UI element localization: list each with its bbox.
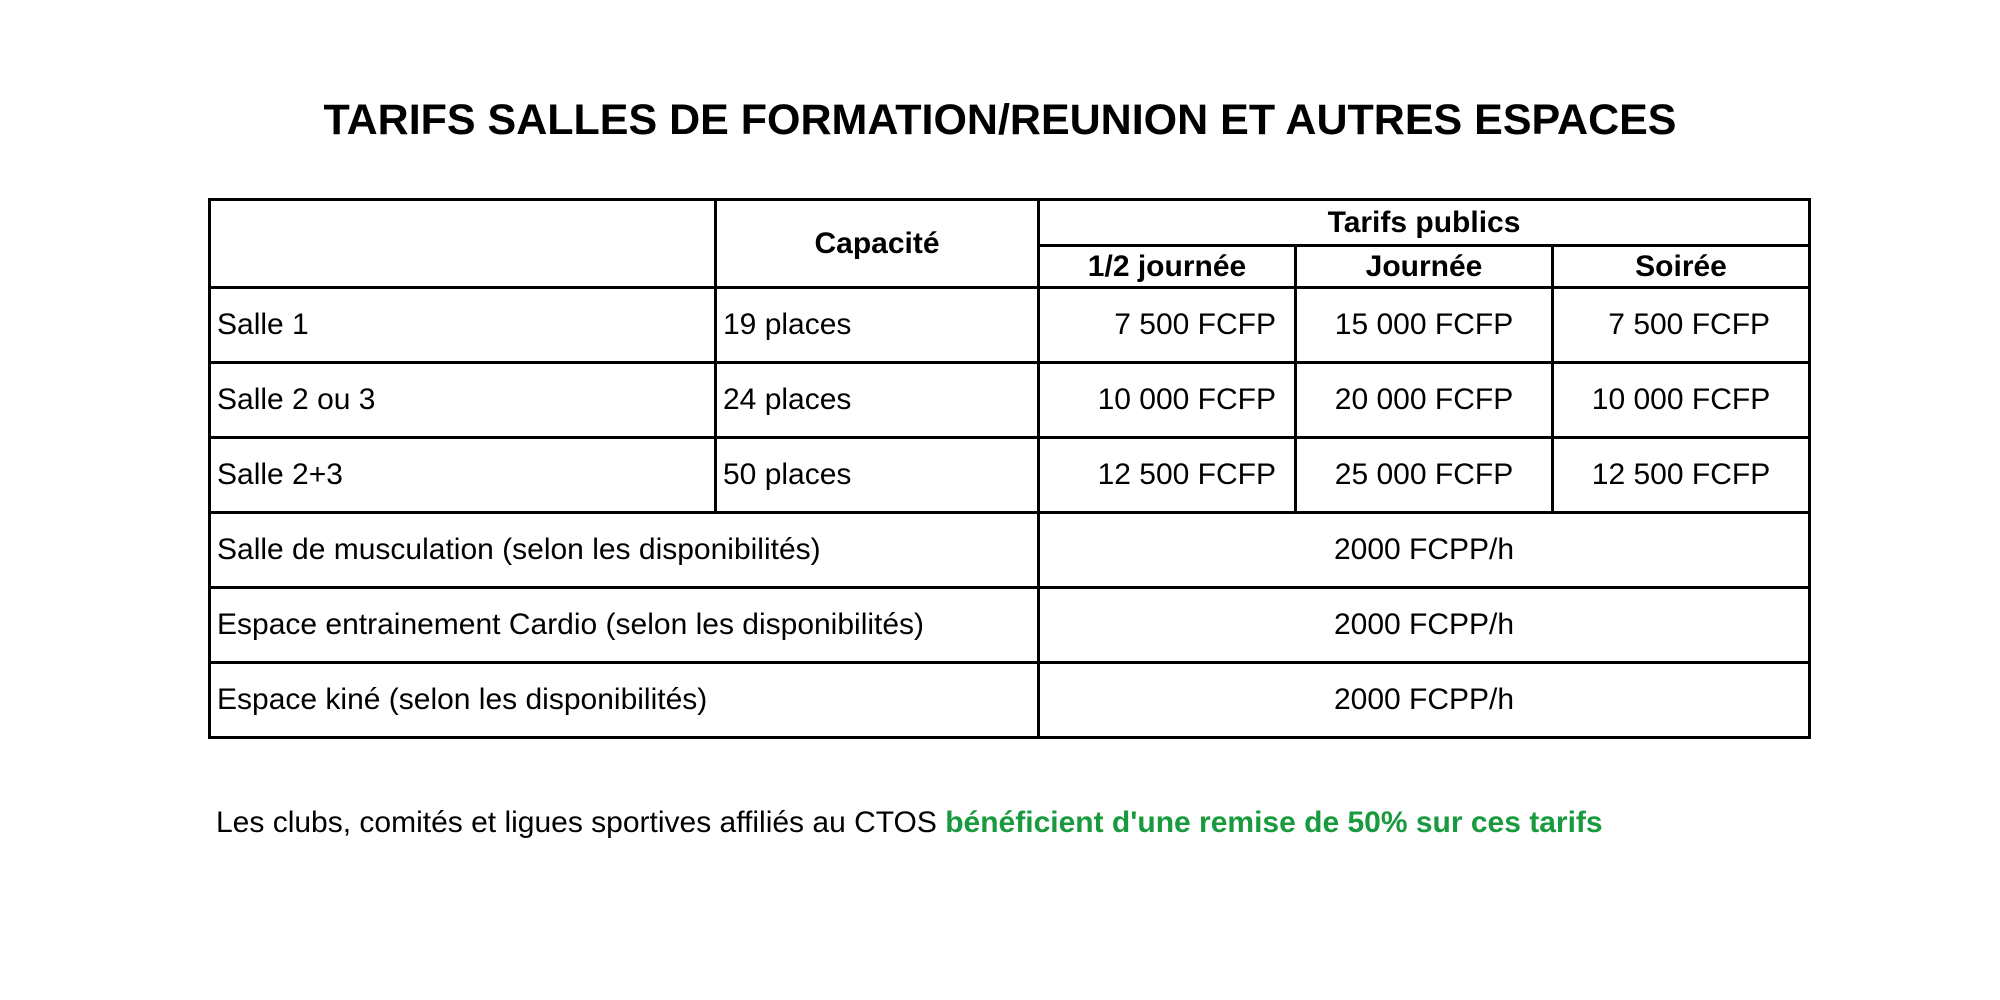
space-name: Salle de musculation (selon les disponibilités): [210, 513, 1039, 588]
discount-note-text: Les clubs, comités et ligues sportives affiliés au CTOS: [216, 806, 946, 839]
discount-note: [216, 806, 1603, 840]
room-day-rate: 20 000 FCFP: [1296, 363, 1553, 438]
room-day-rate: 15 000 FCFP: [1296, 288, 1553, 363]
table-row: [210, 513, 1810, 588]
rates-table: [208, 198, 1811, 739]
room-capacity: 50 places: [716, 438, 1039, 513]
room-evening-rate: 12 500 FCFP: [1553, 438, 1810, 513]
discount-highlight: bénéficient d'une remise de 50% sur ces tarifs: [945, 806, 1603, 839]
room-half-day-rate: 7 500 FCFP: [1039, 288, 1296, 363]
header-empty-cell: [210, 200, 716, 288]
header-capacity: Capacité: [716, 200, 1039, 288]
header-public-rates: Tarifs publics: [1039, 200, 1810, 246]
space-rate: 2000 FCPP/h: [1039, 588, 1810, 663]
space-name: Espace entrainement Cardio (selon les disponibilités): [210, 588, 1039, 663]
page-title: TARIFS SALLES DE FORMATION/REUNION ET AUTRES ESPACES: [323, 96, 1677, 144]
room-evening-rate: 7 500 FCFP: [1553, 288, 1810, 363]
table-row: [210, 363, 1810, 438]
room-half-day-rate: 12 500 FCFP: [1039, 438, 1296, 513]
room-capacity: 19 places: [716, 288, 1039, 363]
table-row: [210, 438, 1810, 513]
room-day-rate: 25 000 FCFP: [1296, 438, 1553, 513]
table-row: [210, 663, 1810, 738]
room-name: Salle 1: [210, 288, 716, 363]
room-evening-rate: 10 000 FCFP: [1553, 363, 1810, 438]
header-half-day: 1/2 journée: [1039, 246, 1296, 288]
header-evening: Soirée: [1553, 246, 1810, 288]
table-header-row: [210, 200, 1810, 246]
room-half-day-rate: 10 000 FCFP: [1039, 363, 1296, 438]
space-rate: 2000 FCPP/h: [1039, 513, 1810, 588]
space-name: Espace kiné (selon les disponibilités): [210, 663, 1039, 738]
space-rate: 2000 FCPP/h: [1039, 663, 1810, 738]
header-day: Journée: [1296, 246, 1553, 288]
table-row: [210, 588, 1810, 663]
room-capacity: 24 places: [716, 363, 1039, 438]
table-row: [210, 288, 1810, 363]
room-name: Salle 2+3: [210, 438, 716, 513]
room-name: Salle 2 ou 3: [210, 363, 716, 438]
